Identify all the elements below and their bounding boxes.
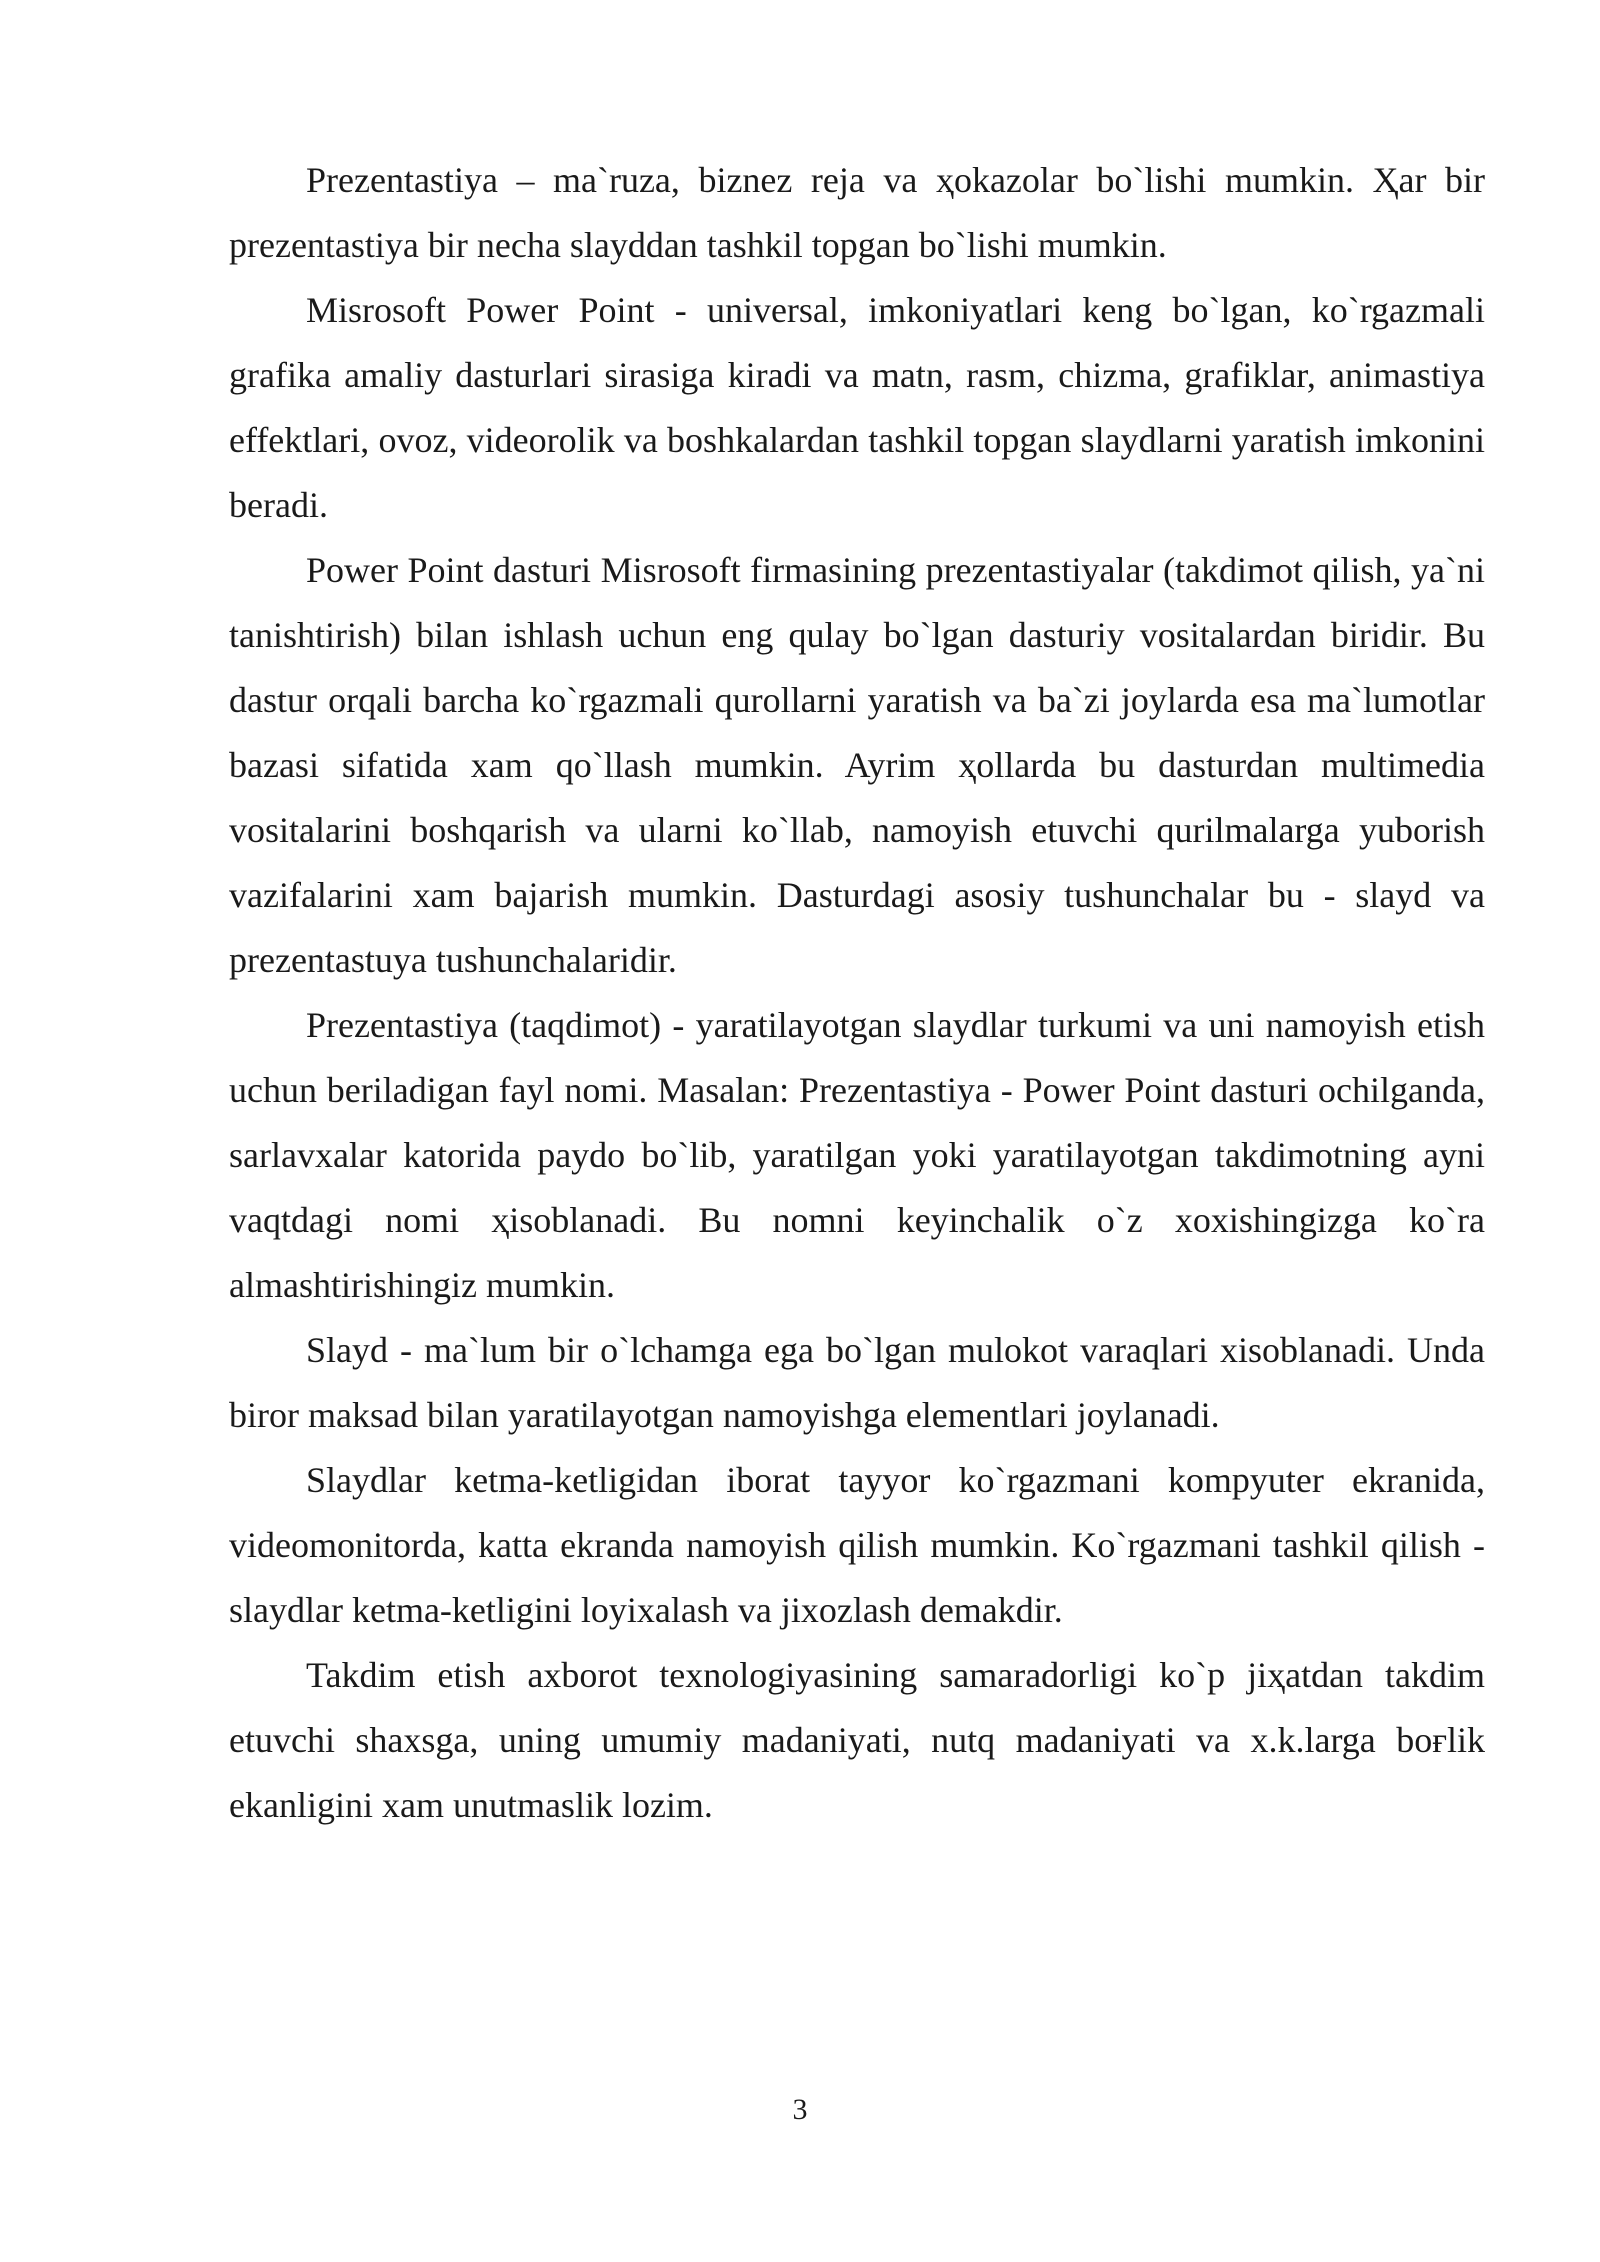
paragraph-power-point-definition: Misrosoft Power Point - universal, imkoniyatlari keng bo`lgan, ko`rgazmali grafika amaliy dasturlari sirasiga kiradi va matn, rasm, chizma, grafiklar, animastiya effektlari, ovoz, videorolik va boshkalardan tashkil topgan slaydlarni yaratish imkonini beradi. bbox=[229, 290, 1485, 525]
paragraph-presentation-definition: Prezentastiya (taqdimot) - yaratilayotgan slaydlar turkumi va uni namoyish etish uchun beriladigan fayl nomi. Masalan: Prezentastiya - Power Point dasturi ochilganda, sarlavxalar katorida paydo bo`lib, yaratilgan yoki yaratilayotgan takdimotning ayni vaqtdagi nomi ҳisoblanadi. Bu nomni keyinchalik o`z xoxishingizga ko`ra almashtirishingiz mumkin. bbox=[229, 1005, 1485, 1305]
body-text bbox=[229, 148, 1485, 1838]
paragraph-presentation-effectiveness: Takdim etish axborot texnologiyasining samaradorligi ko`p jiҳatdan takdim etuvchi shaxsga, uning umumiy madaniyati, nutq madaniyati va x.k.larga boғlik ekanligini xam unutmaslik lozim. bbox=[229, 1655, 1485, 1825]
page-number: 3 bbox=[792, 2093, 808, 2126]
paragraph-slide-sequence: Slaydlar ketma-ketligidan iborat tayyor ko`rgazmani kompyuter ekranida, videomonitorda, katta ekranda namoyish qilish mumkin. Ko`rgazmani tashkil qilish - slaydlar ketma-ketligini loyixalash va jixozlash demakdir. bbox=[229, 1460, 1485, 1630]
paragraph-power-point-program: Power Point dasturi Misrosoft firmasining prezentastiyalar (takdimot qilish, ya`ni tanishtirish) bilan ishlash uchun eng qulay bo`lgan dasturiy vositalardan biridir. Bu dastur orqali barcha ko`rgazmali qurollarni yaratish va ba`zi joylarda esa ma`lumotlar bazasi sifatida xam qo`llash mumkin. Ayrim ҳollarda bu dasturdan multimedia vositalarini boshqarish va ularni ko`llab, namoyish etuvchi qurilmalarga yuborish vazifalarini xam bajarish mumkin. Dasturdagi asosiy tushunchalar bu - slayd va prezentastuya tushunchalaridir. bbox=[229, 550, 1485, 980]
paragraph-presentation-intro: Prezentastiya – ma`ruza, biznez reja va ҳokazolar bo`lishi mumkin. Ҳar bir prezentastiya bir necha slayddan tashkil topgan bo`lishi mumkin. bbox=[229, 160, 1485, 265]
paragraph-slide-definition: Slayd - ma`lum bir o`lchamga ega bo`lgan mulokot varaqlari xisoblanadi. Unda biror maksad bilan yaratilayotgan namoyishga elementlari joylanadi. bbox=[229, 1330, 1485, 1435]
